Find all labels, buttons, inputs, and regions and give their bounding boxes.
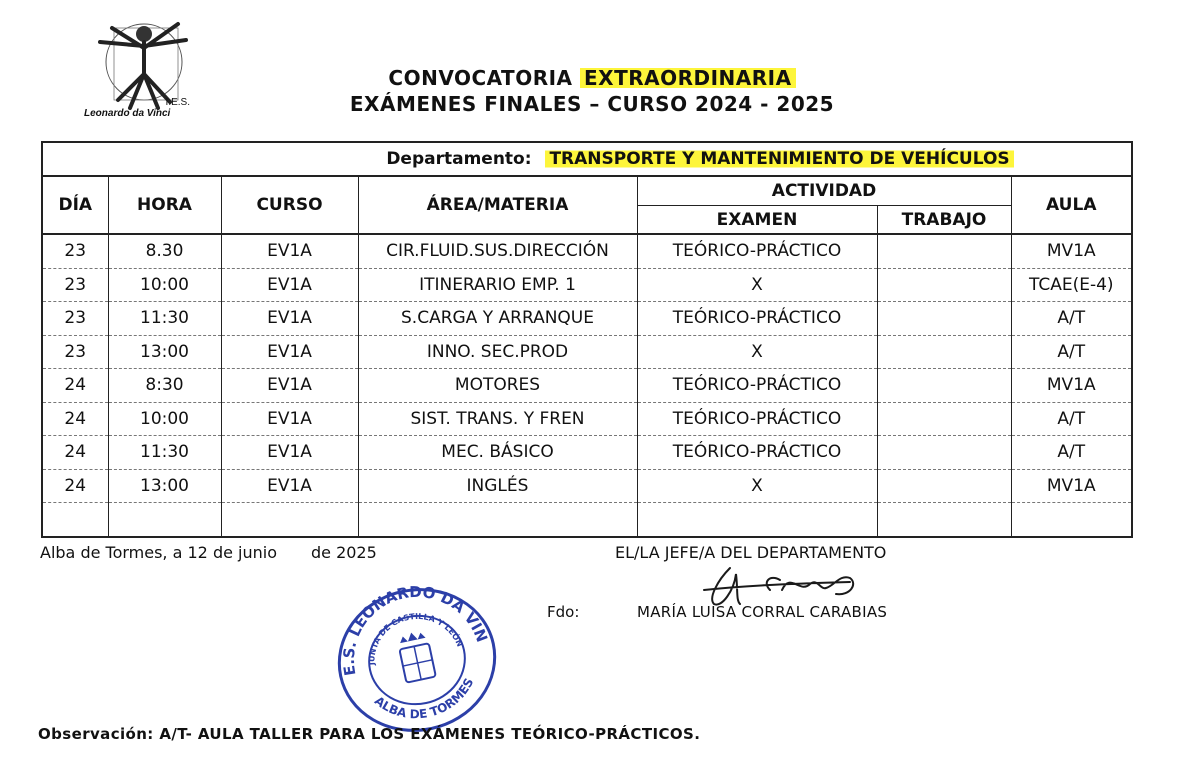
title-prefix: CONVOCATORIA [388, 66, 573, 90]
department-head-title: EL/LA JEFE/A DEL DEPARTAMENTO [615, 543, 887, 562]
cell-area: MOTORES [358, 369, 637, 403]
table-row [42, 335, 1132, 369]
header-aula: AULA [1011, 176, 1132, 234]
cell-hora: 8.30 [108, 234, 221, 268]
header-hora: HORA [108, 176, 221, 234]
header-curso: CURSO [221, 176, 358, 234]
cell-trabajo [877, 402, 1011, 436]
table-row [42, 234, 1132, 268]
cell-examen: X [637, 469, 877, 503]
fdo-label: Fdo: [547, 603, 580, 621]
cell-trabajo [877, 335, 1011, 369]
department-value: TRANSPORTE Y MANTENIMIENTO DE VEHÍCULOS [545, 149, 1013, 169]
cell-dia: 24 [42, 436, 108, 470]
signer-name: MARÍA LUISA CORRAL CARABIAS [637, 603, 888, 621]
cell-trabajo [877, 503, 1011, 537]
cell-dia: 24 [42, 469, 108, 503]
cell-trabajo [877, 302, 1011, 336]
cell-dia: 23 [42, 302, 108, 336]
cell-curso: EV1A [221, 234, 358, 268]
table-body [42, 234, 1132, 537]
stamp-bottom-text: ALBA DE TORMES [371, 675, 477, 722]
header-area: ÁREA/MATERIA [358, 176, 637, 234]
cell-aula: MV1A [1011, 234, 1132, 268]
department-row [42, 142, 1132, 176]
cell-aula: A/T [1011, 436, 1132, 470]
cell-curso: EV1A [221, 469, 358, 503]
cell-aula: A/T [1011, 402, 1132, 436]
table-row [42, 503, 1132, 537]
cell-dia [42, 503, 108, 537]
table-row [42, 268, 1132, 302]
cell-area: ITINERARIO EMP. 1 [358, 268, 637, 302]
cell-area [358, 503, 637, 537]
cell-dia: 23 [42, 234, 108, 268]
cell-aula: MV1A [1011, 469, 1132, 503]
cell-trabajo [877, 469, 1011, 503]
cell-curso: EV1A [221, 268, 358, 302]
table-row [42, 402, 1132, 436]
cell-hora [108, 503, 221, 537]
cell-examen [637, 503, 877, 537]
cell-trabajo [877, 369, 1011, 403]
cell-hora: 11:30 [108, 302, 221, 336]
cell-curso [221, 503, 358, 537]
cell-aula: MV1A [1011, 369, 1132, 403]
cell-area: CIR.FLUID.SUS.DIRECCIÓN [358, 234, 637, 268]
logo-school-name: Leonardo da Vinci [84, 108, 171, 119]
table-row [42, 302, 1132, 336]
logo-ies: I.E.S. [165, 97, 190, 108]
cell-aula [1011, 503, 1132, 537]
title-highlight: EXTRAORDINARIA [580, 66, 796, 90]
cell-aula: A/T [1011, 335, 1132, 369]
table-row [42, 469, 1132, 503]
cell-curso: EV1A [221, 302, 358, 336]
header-trabajo: TRABAJO [877, 206, 1011, 235]
date-line [40, 543, 377, 562]
cell-examen: TEÓRICO-PRÁCTICO [637, 402, 877, 436]
cell-aula: TCAE(E-4) [1011, 268, 1132, 302]
cell-examen: TEÓRICO-PRÁCTICO [637, 234, 877, 268]
cell-trabajo [877, 436, 1011, 470]
header-examen: EXAMEN [637, 206, 877, 235]
table-row [42, 436, 1132, 470]
cell-trabajo [877, 234, 1011, 268]
cell-examen: X [637, 335, 877, 369]
header-dia: DÍA [42, 176, 108, 234]
cell-aula: A/T [1011, 302, 1132, 336]
cell-hora: 11:30 [108, 436, 221, 470]
cell-dia: 24 [42, 369, 108, 403]
table-row [42, 369, 1132, 403]
observation-note: Observación: A/T- AULA TALLER PARA LOS EXÁMENES TEÓRICO-PRÁCTICOS. [38, 725, 701, 743]
cell-hora: 8:30 [108, 369, 221, 403]
stamp-inner-text: JUNTA DE CASTILLA Y LEÓN [367, 611, 465, 666]
cell-examen: TEÓRICO-PRÁCTICO [637, 302, 877, 336]
cell-curso: EV1A [221, 369, 358, 403]
date-year: de 2025 [310, 543, 377, 562]
department-label: Departamento: [386, 149, 532, 169]
cell-dia: 24 [42, 402, 108, 436]
cell-dia: 23 [42, 268, 108, 302]
date-text: Alba de Tormes, a 12 de junio [40, 543, 277, 562]
exam-schedule-table [41, 141, 1133, 538]
official-seal-icon [332, 582, 502, 732]
page-subtitle: EXÁMENES FINALES – CURSO 2024 - 2025 [349, 92, 835, 116]
cell-area: INNO. SEC.PROD [358, 335, 637, 369]
cell-examen: TEÓRICO-PRÁCTICO [637, 369, 877, 403]
cell-hora: 10:00 [108, 402, 221, 436]
cell-examen: X [637, 268, 877, 302]
cell-area: SIST. TRANS. Y FREN [358, 402, 637, 436]
cell-curso: EV1A [221, 402, 358, 436]
cell-curso: EV1A [221, 436, 358, 470]
cell-hora: 10:00 [108, 268, 221, 302]
cell-examen: TEÓRICO-PRÁCTICO [637, 436, 877, 470]
cell-hora: 13:00 [108, 469, 221, 503]
cell-dia: 23 [42, 335, 108, 369]
stamp-outer-text: I.E.S. LEONARDO DA VINCI [339, 582, 492, 677]
cell-hora: 13:00 [108, 335, 221, 369]
cell-trabajo [877, 268, 1011, 302]
cell-area: INGLÉS [358, 469, 637, 503]
header-actividad: ACTIVIDAD [637, 176, 1011, 206]
page-title [0, 66, 1184, 90]
cell-curso: EV1A [221, 335, 358, 369]
cell-area: S.CARGA Y ARRANQUE [358, 302, 637, 336]
svg-text:I.E.S. LEONARDO DA VINCI [332, 582, 493, 681]
cell-area: MEC. BÁSICO [358, 436, 637, 470]
